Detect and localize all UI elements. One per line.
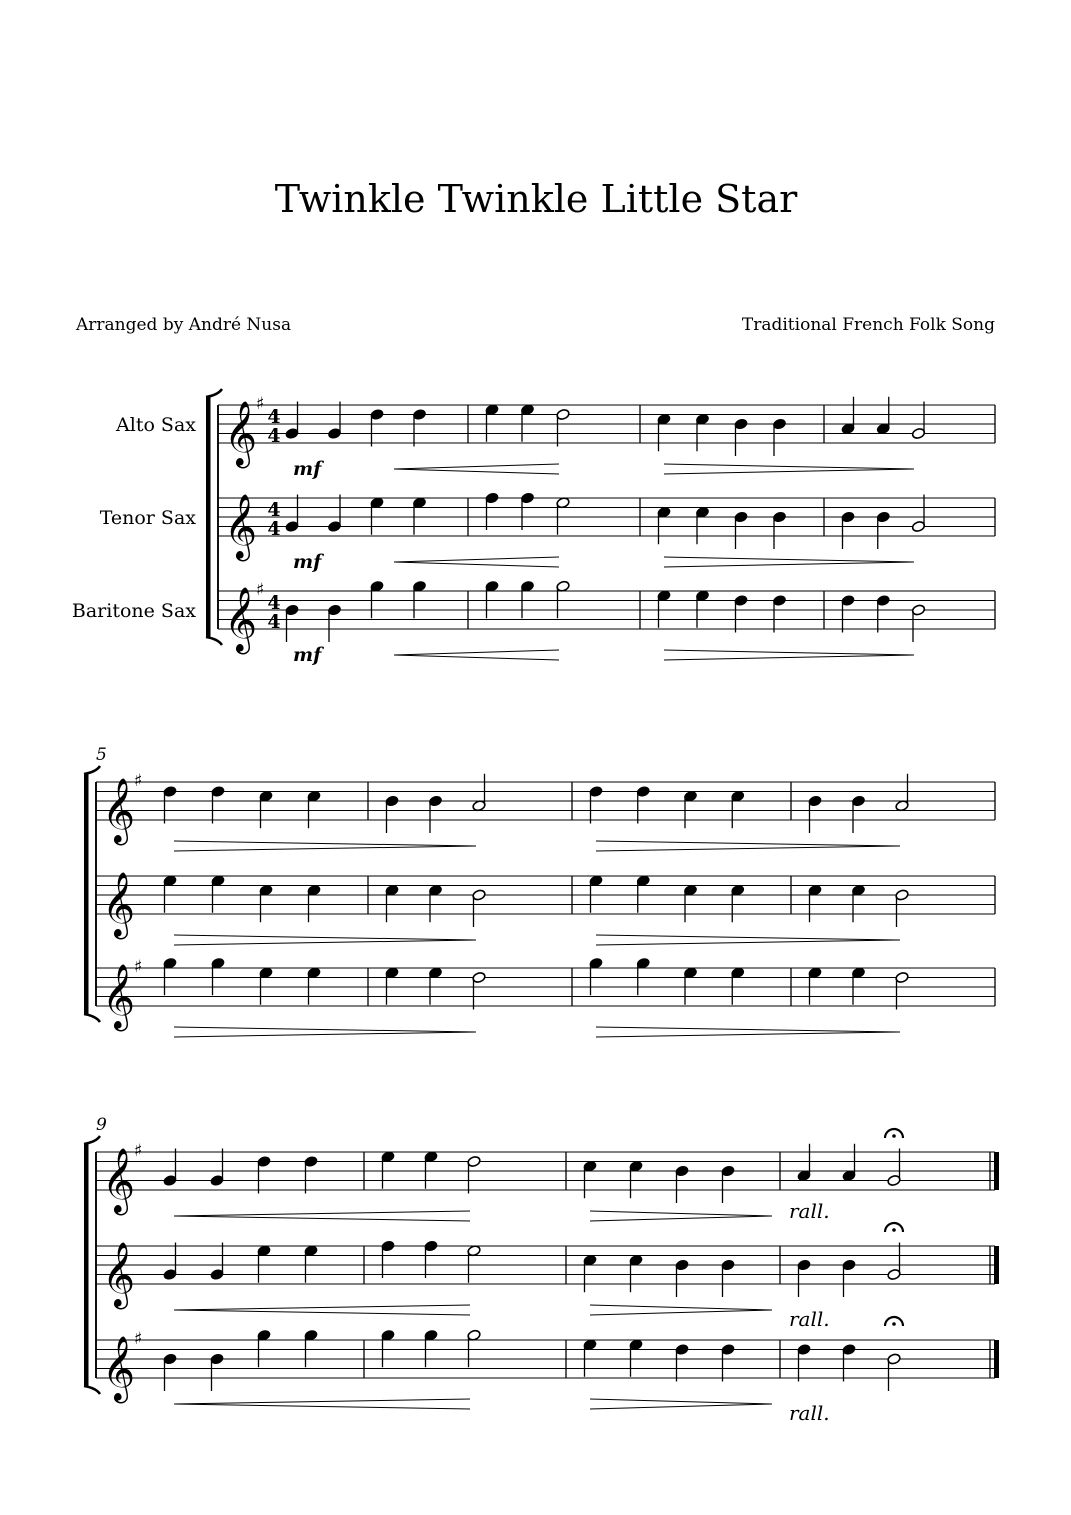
- quarter-note: [683, 790, 697, 828]
- quarter-note: [285, 495, 299, 533]
- quarter-note: [842, 1144, 856, 1182]
- half-note: [556, 408, 570, 446]
- quarter-note: [163, 1353, 177, 1391]
- quarter-note: [841, 594, 855, 632]
- quarter-note: [734, 594, 748, 632]
- staff-1: [218, 394, 995, 629]
- quarter-note: [428, 884, 442, 922]
- composer-credit: Traditional French Folk Song: [741, 315, 995, 335]
- quarter-note: [257, 1155, 271, 1193]
- quarter-note: [327, 402, 341, 440]
- half-note: [911, 402, 925, 440]
- treble-clef-icon: 𝄞: [102, 1242, 136, 1307]
- system-2: [84, 745, 995, 1037]
- sharp-icon: ♯: [134, 771, 143, 791]
- quarter-note: [304, 1245, 318, 1283]
- decrescendo-hairpin: [174, 935, 476, 945]
- quarter-note: [163, 875, 177, 913]
- quarter-note: [485, 580, 499, 618]
- quarter-note: [327, 495, 341, 533]
- quarter-note: [210, 1149, 224, 1187]
- half-note: [472, 889, 486, 927]
- treble-clef-icon: 𝄞: [224, 587, 258, 652]
- time-signature-numerator: 4: [267, 592, 281, 614]
- treble-clef-icon: 𝄞: [102, 1148, 136, 1213]
- quarter-note: [259, 790, 273, 828]
- quarter-note: [721, 1259, 735, 1297]
- half-note: [895, 889, 909, 927]
- quarter-note: [307, 967, 321, 1005]
- quarter-note: [259, 967, 273, 1005]
- bracket-bottom-hook: [206, 637, 222, 645]
- time-signature-numerator: 4: [267, 406, 281, 428]
- quarter-note: [721, 1165, 735, 1203]
- quarter-note: [629, 1339, 643, 1377]
- time-signature-denominator: 4: [267, 425, 281, 447]
- quarter-note: [285, 604, 299, 642]
- bracket-bottom-hook: [84, 1386, 100, 1394]
- arranger-credit: Arranged by André Nusa: [76, 315, 292, 335]
- page-title: Twinkle Twinkle Little Star: [274, 177, 798, 221]
- treble-clef-icon: 𝄞: [224, 494, 258, 559]
- quarter-note: [485, 404, 499, 442]
- sharp-icon: ♯: [134, 1329, 143, 1349]
- quarter-note: [657, 590, 671, 628]
- quarter-note: [695, 590, 709, 628]
- quarter-note: [636, 875, 650, 913]
- quarter-note: [304, 1155, 318, 1193]
- quarter-note: [731, 884, 745, 922]
- rallentando-mark: rall.: [789, 1199, 830, 1223]
- decrescendo-hairpin: [590, 1211, 772, 1221]
- quarter-note: [381, 1329, 395, 1367]
- bracket-top-hook: [206, 389, 222, 397]
- half-note: [895, 971, 909, 1009]
- final-barline: [994, 1152, 999, 1190]
- half-note: [472, 971, 486, 1009]
- quarter-note: [520, 580, 534, 618]
- final-barline: [994, 1246, 999, 1284]
- quarter-note: [772, 594, 786, 632]
- quarter-note: [163, 1243, 177, 1281]
- half-note: [885, 1317, 903, 1391]
- quarter-note: [412, 497, 426, 535]
- time-signature-numerator: 4: [267, 499, 281, 521]
- decrescendo-hairpin: [590, 1399, 772, 1409]
- dynamic-mf: mf: [293, 644, 322, 666]
- system-bracket: [84, 774, 89, 1014]
- quarter-note: [589, 957, 603, 995]
- quarter-note: [210, 1243, 224, 1281]
- quarter-note: [629, 1160, 643, 1198]
- crescendo-hairpin: [394, 557, 559, 567]
- quarter-note: [257, 1329, 271, 1367]
- staff-1: [96, 1129, 999, 1378]
- quarter-note: [636, 785, 650, 823]
- measure-number: 5: [96, 745, 107, 765]
- treble-clef-icon: 𝄞: [102, 964, 136, 1029]
- quarter-note: [211, 957, 225, 995]
- system-1: [72, 389, 995, 666]
- fermata-dot: [892, 1228, 896, 1232]
- decrescendo-hairpin: [590, 1305, 772, 1315]
- quarter-note: [851, 967, 865, 1005]
- crescendo-hairpin: [174, 1211, 470, 1221]
- sharp-icon: ♯: [256, 394, 265, 414]
- quarter-note: [808, 795, 822, 833]
- staff-2: [96, 1152, 999, 1378]
- quarter-note: [797, 1343, 811, 1381]
- quarter-note: [381, 1240, 395, 1278]
- quarter-note: [721, 1343, 735, 1381]
- quarter-note: [424, 1240, 438, 1278]
- quarter-note: [731, 967, 745, 1005]
- quarter-note: [675, 1165, 689, 1203]
- instrument-label: Alto Sax: [116, 414, 196, 436]
- quarter-note: [876, 397, 890, 435]
- quarter-note: [307, 884, 321, 922]
- fermata-dot: [892, 1134, 896, 1138]
- half-note: [556, 497, 570, 535]
- sharp-icon: ♯: [256, 580, 265, 600]
- bracket-top-hook: [84, 1136, 100, 1144]
- dynamic-mf: mf: [293, 551, 322, 573]
- quarter-note: [304, 1329, 318, 1367]
- quarter-note: [583, 1339, 597, 1377]
- time-signature-denominator: 4: [267, 518, 281, 540]
- quarter-note: [412, 580, 426, 618]
- quarter-note: [797, 1259, 811, 1297]
- rallentando-mark: rall.: [789, 1307, 830, 1331]
- quarter-note: [259, 884, 273, 922]
- final-barline: [994, 1340, 999, 1378]
- quarter-note: [412, 408, 426, 446]
- quarter-note: [841, 511, 855, 549]
- quarter-note: [657, 413, 671, 451]
- decrescendo-hairpin: [596, 1027, 900, 1037]
- quarter-note: [657, 506, 671, 544]
- quarter-note: [520, 404, 534, 442]
- half-note: [911, 495, 925, 533]
- treble-clef-icon: 𝄞: [224, 401, 258, 466]
- rallentando-mark: rall.: [789, 1401, 830, 1425]
- quarter-note: [772, 511, 786, 549]
- quarter-note: [772, 418, 786, 456]
- treble-clef-icon: 𝄞: [102, 872, 136, 937]
- instrument-label: Baritone Sax: [71, 600, 196, 622]
- staff-3: [96, 1152, 999, 1425]
- treble-clef-icon: 𝄞: [102, 1336, 136, 1401]
- quarter-note: [583, 1254, 597, 1292]
- fermata-dot: [892, 1322, 896, 1326]
- sharp-icon: ♯: [134, 957, 143, 977]
- sharp-icon: ♯: [134, 1141, 143, 1161]
- staff-2: [218, 405, 995, 629]
- quarter-note: [695, 506, 709, 544]
- measure-number: 9: [96, 1115, 107, 1135]
- quarter-note: [381, 1151, 395, 1189]
- half-note: [885, 1223, 903, 1281]
- quarter-note: [385, 795, 399, 833]
- quarter-note: [734, 418, 748, 456]
- quarter-note: [428, 795, 442, 833]
- half-note: [472, 774, 486, 812]
- quarter-note: [424, 1151, 438, 1189]
- quarter-note: [695, 413, 709, 451]
- decrescendo-hairpin: [664, 557, 914, 567]
- half-note: [556, 580, 570, 618]
- instrument-label: Tenor Sax: [99, 507, 196, 529]
- quarter-note: [370, 497, 384, 535]
- quarter-note: [797, 1144, 811, 1182]
- quarter-note: [211, 785, 225, 823]
- quarter-note: [211, 875, 225, 913]
- half-note: [895, 774, 909, 812]
- quarter-note: [163, 1149, 177, 1187]
- quarter-note: [808, 884, 822, 922]
- quarter-note: [675, 1259, 689, 1297]
- half-note: [885, 1129, 903, 1187]
- crescendo-hairpin: [174, 1399, 470, 1409]
- half-note: [911, 604, 925, 642]
- crescendo-hairpin: [394, 650, 559, 660]
- decrescendo-hairpin: [664, 464, 914, 474]
- system-3: [84, 1115, 999, 1425]
- decrescendo-hairpin: [174, 841, 476, 851]
- quarter-note: [876, 511, 890, 549]
- dynamic-mf: mf: [293, 458, 322, 480]
- half-note: [467, 1329, 481, 1367]
- quarter-note: [163, 785, 177, 823]
- quarter-note: [210, 1353, 224, 1391]
- quarter-note: [385, 884, 399, 922]
- quarter-note: [734, 511, 748, 549]
- quarter-note: [683, 967, 697, 1005]
- half-note: [467, 1245, 481, 1283]
- quarter-note: [842, 1343, 856, 1381]
- quarter-note: [385, 967, 399, 1005]
- quarter-note: [675, 1343, 689, 1381]
- quarter-note: [257, 1245, 271, 1283]
- system-bracket: [206, 397, 211, 637]
- decrescendo-hairpin: [664, 650, 914, 660]
- bracket-bottom-hook: [84, 1014, 100, 1022]
- quarter-note: [163, 957, 177, 995]
- quarter-note: [808, 967, 822, 1005]
- quarter-note: [629, 1254, 643, 1292]
- quarter-note: [285, 402, 299, 440]
- decrescendo-hairpin: [596, 841, 900, 851]
- time-signature-denominator: 4: [267, 611, 281, 633]
- crescendo-hairpin: [174, 1305, 470, 1315]
- quarter-note: [370, 408, 384, 446]
- quarter-note: [428, 967, 442, 1005]
- quarter-note: [485, 492, 499, 530]
- quarter-note: [327, 604, 341, 642]
- treble-clef-icon: 𝄞: [102, 778, 136, 843]
- quarter-note: [520, 492, 534, 530]
- quarter-note: [731, 790, 745, 828]
- half-note: [467, 1155, 481, 1193]
- quarter-note: [589, 875, 603, 913]
- quarter-note: [851, 884, 865, 922]
- quarter-note: [841, 397, 855, 435]
- quarter-note: [583, 1160, 597, 1198]
- quarter-note: [683, 884, 697, 922]
- quarter-note: [370, 580, 384, 618]
- quarter-note: [307, 790, 321, 828]
- decrescendo-hairpin: [174, 1027, 476, 1037]
- system-bracket: [84, 1144, 89, 1386]
- quarter-note: [876, 594, 890, 632]
- decrescendo-hairpin: [596, 935, 900, 945]
- quarter-note: [424, 1329, 438, 1367]
- quarter-note: [851, 795, 865, 833]
- crescendo-hairpin: [394, 464, 559, 474]
- quarter-note: [636, 957, 650, 995]
- quarter-note: [842, 1259, 856, 1297]
- quarter-note: [589, 785, 603, 823]
- bracket-top-hook: [84, 766, 100, 774]
